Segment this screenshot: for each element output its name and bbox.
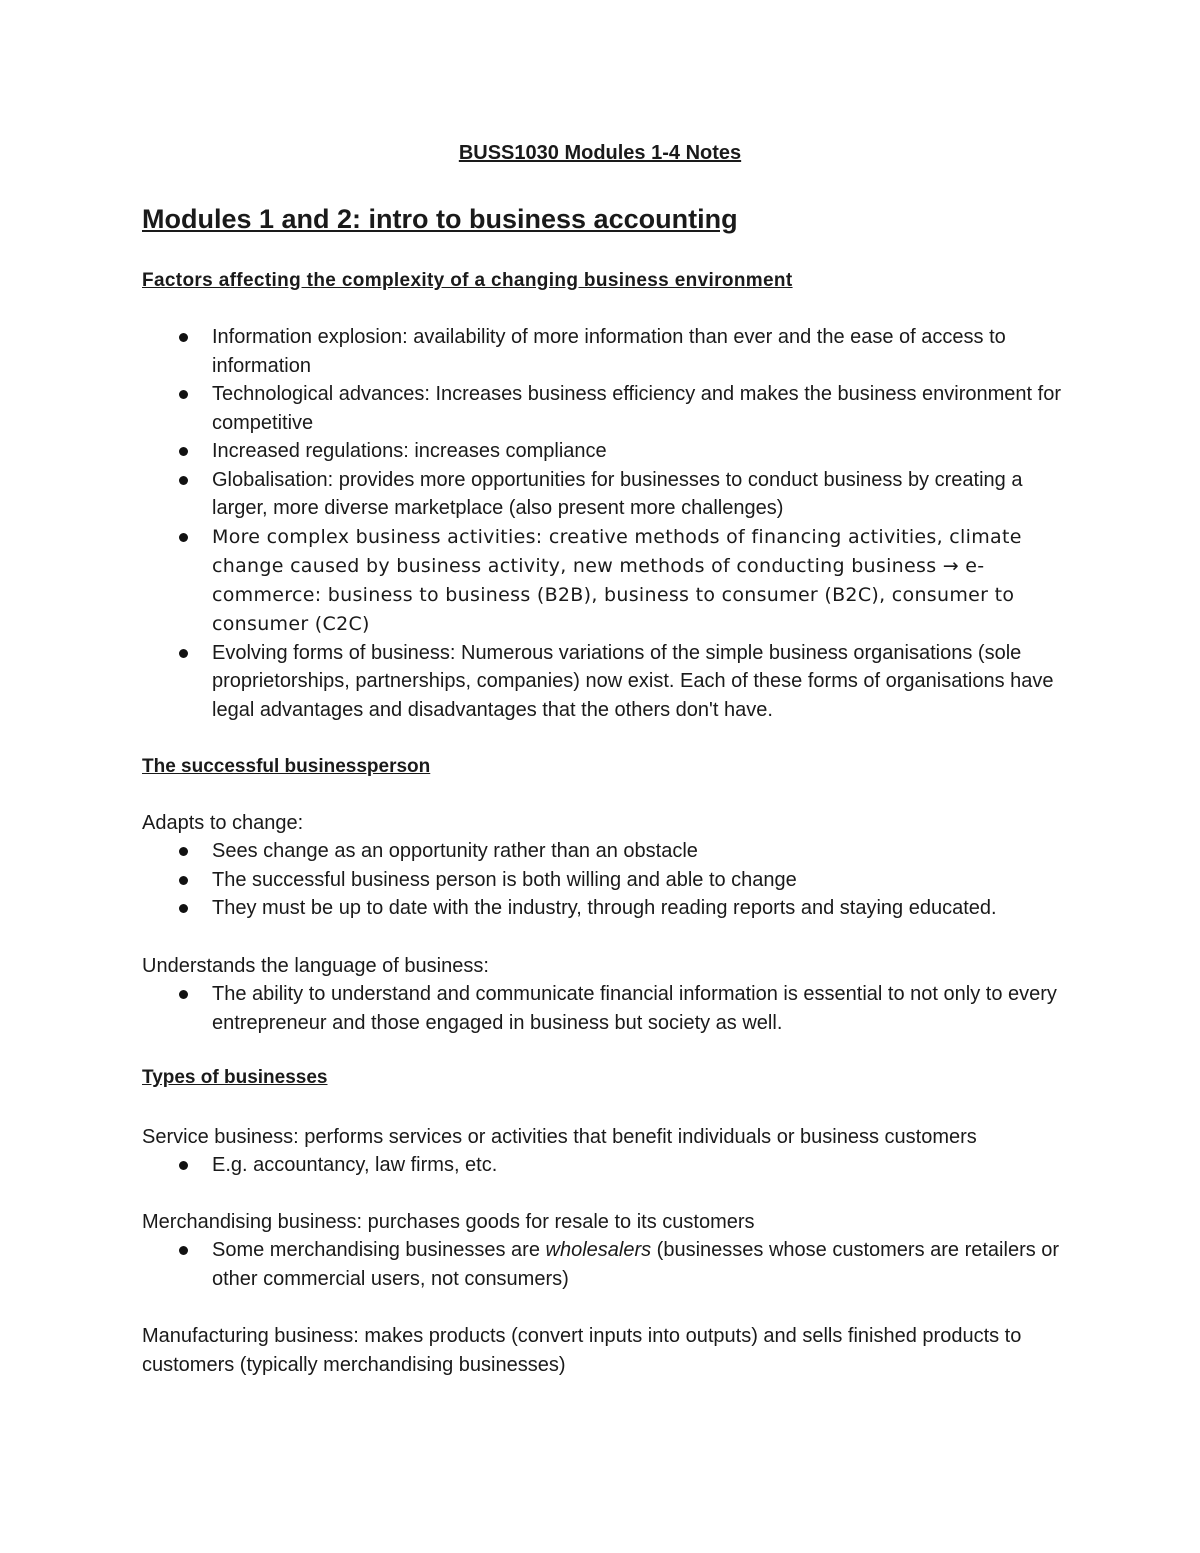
manufacturing-paragraph: Manufacturing business: makes products (convert inputs into outputs) and sells finished products to customers (typically merchandising businesses) — [142, 1325, 1022, 1376]
bullet-icon — [179, 447, 188, 456]
list-item: Information explosion: availability of more information than ever and the ease of access to information — [142, 323, 1062, 380]
list-item: Increased regulations: increases compliance — [142, 437, 1062, 466]
service-list — [142, 1151, 1062, 1180]
merchandising-list — [142, 1236, 1062, 1293]
language-label: Understands the language of business: — [142, 955, 489, 977]
bullet-icon — [179, 1161, 188, 1170]
successful-heading: The successful businessperson — [142, 756, 431, 777]
adapts-label: Adapts to change: — [142, 812, 304, 834]
types-heading: Types of businesses — [142, 1067, 328, 1088]
merchandising-label: Merchandising business: purchases goods for resale to its customers — [142, 1211, 755, 1233]
bullet-icon — [179, 1246, 188, 1255]
list-item: Some merchandising businesses are wholesalers (businesses whose customers are retailers or other commercial users, not consumers) — [142, 1236, 1062, 1293]
bullet-icon — [179, 990, 188, 999]
bullet-icon — [179, 876, 188, 885]
factors-list — [142, 323, 1062, 724]
wholesalers-term: wholesalers — [545, 1239, 652, 1261]
list-item: Sees change as an opportunity rather than an obstacle — [142, 837, 1062, 866]
bullet-icon — [179, 333, 188, 342]
bullet-icon — [179, 649, 188, 658]
service-label: Service business: performs services or activities that benefit individuals or business customers — [142, 1126, 977, 1148]
module-heading: Modules 1 and 2: intro to business accounting — [142, 204, 738, 234]
list-item: Technological advances: Increases business efficiency and makes the business environment for competitive — [142, 380, 1062, 437]
bullet-icon — [179, 904, 188, 913]
bullet-icon — [179, 390, 188, 399]
list-item: They must be up to date with the industry, through reading reports and staying educated. — [142, 894, 1062, 923]
list-item: E.g. accountancy, law firms, etc. — [142, 1151, 1062, 1180]
list-item: More complex business activities: creative methods of financing activities, climate change caused by business activity, new methods of conducting business → e-commerce: business to business (B2B), business to consumer (B2C), consumer to consumer (C2C) — [142, 523, 1062, 639]
factors-heading: Factors affecting the complexity of a changing business environment — [142, 270, 793, 291]
bullet-icon — [179, 476, 188, 485]
language-list — [142, 980, 1062, 1037]
list-item: Evolving forms of business: Numerous variations of the simple business organisations (sole proprietorships, partnerships, companies) now exist. Each of these forms of organisations have legal advantages and disadvantages that the others don't have. — [142, 639, 1062, 725]
adapts-list — [142, 837, 1062, 923]
list-item: The ability to understand and communicate financial information is essential to not only to every entrepreneur and those engaged in business but society as well. — [142, 980, 1062, 1037]
list-item: The successful business person is both willing and able to change — [142, 866, 1062, 895]
list-item: Globalisation: provides more opportunities for businesses to conduct business by creating a larger, more diverse marketplace (also present more challenges) — [142, 466, 1062, 523]
bullet-icon — [179, 847, 188, 856]
document-title: BUSS1030 Modules 1-4 Notes — [458, 142, 742, 164]
bullet-icon — [179, 533, 188, 542]
